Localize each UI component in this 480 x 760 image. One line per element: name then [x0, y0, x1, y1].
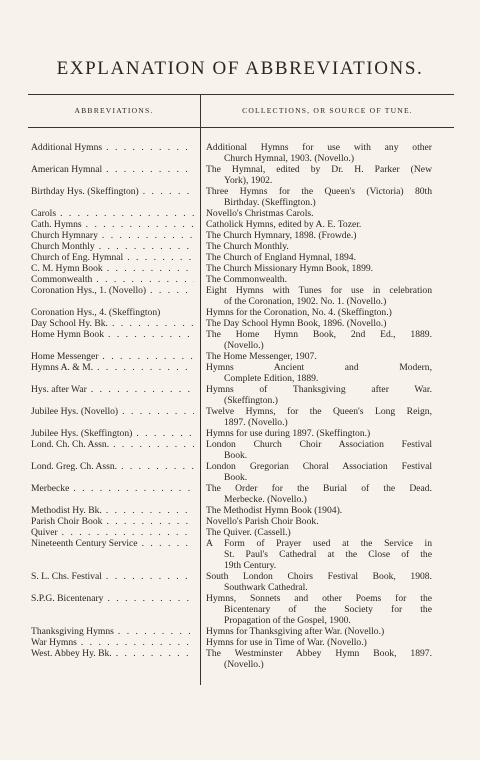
- collection-line: 19th Century.: [224, 559, 277, 571]
- collection-line: Church Hymnal, 1903. (Novello.): [224, 152, 355, 164]
- collection-cell: [206, 539, 432, 572]
- abbreviation-cell: [31, 594, 194, 605]
- abbreviation-text: Lond. Ch. Ch. Assn.: [31, 440, 110, 450]
- abbreviation-cell: [31, 528, 194, 539]
- abbreviation-text: Merbecke: [31, 484, 70, 494]
- collection-line: Eight Hymns with Tunes for use in celebration: [206, 285, 432, 296]
- abbreviation-text: Church of Eng. Hymnal: [31, 253, 124, 263]
- abbreviation-cell: [31, 165, 194, 176]
- abbreviation-text: Cath. Hymns: [31, 220, 82, 230]
- abbreviation-cell: [31, 440, 194, 451]
- abbreviation-cell: [31, 308, 194, 319]
- abbreviation-text: Birthday Hys. (Skeffington): [31, 187, 139, 197]
- collection-line: Book.: [224, 449, 248, 461]
- collection-line: Hymns for the Coronation, No. 4. (Skeffington.): [206, 307, 392, 318]
- collection-cell: [206, 143, 432, 165]
- collection-cell: [206, 484, 432, 506]
- collection-line: Additional Hymns for use with any other: [206, 142, 432, 153]
- collection-line: (Skeffington.): [224, 394, 278, 406]
- collection-line: Birthday. (Skeffington.): [224, 196, 316, 208]
- collection-line: South London Choirs Festival Book, 1908.: [206, 571, 432, 582]
- collection-cell: [206, 649, 432, 671]
- top-rule: [28, 94, 454, 95]
- abbreviation-cell: [31, 638, 194, 649]
- abbreviation-text: Coronation Hys., 1. (Novello): [31, 286, 147, 296]
- abbreviation-cell: [31, 319, 194, 330]
- collection-line: The Quiver. (Cassell.): [206, 527, 291, 538]
- column-divider: [200, 95, 201, 685]
- collection-line: Southwark Cathedral.: [224, 581, 308, 593]
- collection-line: The Church of England Hymnal, 1894.: [206, 252, 357, 263]
- collection-line: Hymns, Sonnets and other Poems for the: [206, 593, 432, 604]
- collection-line: Hymns of Thanksgiving after War.: [206, 384, 432, 395]
- abbreviation-cell: [31, 627, 194, 638]
- collection-cell: [206, 165, 432, 187]
- collection-line: The Church Monthly.: [206, 241, 289, 252]
- collection-line: Novello's Parish Choir Book.: [206, 516, 319, 527]
- abbreviation-text: Methodist Hy. Bk.: [31, 506, 102, 516]
- abbreviation-text: Hymns A. & M.: [31, 363, 94, 373]
- collection-line: The Methodist Hymn Book (1904).: [206, 505, 343, 516]
- abbreviation-cell: [31, 242, 194, 253]
- collection-line: The Church Missionary Hymn Book, 1899.: [206, 263, 374, 274]
- collection-cell: [206, 407, 432, 429]
- collection-cell: [206, 187, 432, 209]
- collection-line: Novello's Christmas Carols.: [206, 208, 314, 219]
- abbreviation-cell: [31, 209, 194, 220]
- abbreviation-cell: [31, 275, 194, 286]
- abbreviation-cell: [31, 462, 194, 473]
- collection-line: The Day School Hymn Book, 1896. (Novello.): [206, 318, 387, 329]
- collection-line: Hymns Ancient and Modern,: [206, 362, 432, 373]
- abbreviation-text: S.P.G. Bicentenary: [31, 594, 104, 604]
- collection-line: London Church Choir Association Festival: [206, 439, 432, 450]
- abbreviation-text: Additional Hymns: [31, 143, 103, 153]
- collection-line: Merbecke. (Novello.): [224, 493, 307, 505]
- collection-cell: [206, 594, 432, 627]
- abbreviation-text: War Hymns: [31, 638, 77, 648]
- abbreviation-text: Home Hymn Book: [31, 330, 105, 340]
- abbreviation-text: Thanksgiving Hymns: [31, 627, 114, 637]
- collection-line: York), 1902.: [224, 174, 273, 186]
- collection-line: of the Coronation, 1902. No. 1. (Novello.): [224, 295, 387, 307]
- collection-line: Hymns for use during 1897. (Skeffington.): [206, 428, 371, 439]
- abbreviation-cell: [31, 429, 194, 440]
- collection-cell: [206, 572, 432, 594]
- collection-cell: [206, 330, 432, 352]
- abbreviation-cell: [31, 484, 194, 495]
- abbreviation-cell: [31, 385, 194, 396]
- abbreviation-cell: [31, 187, 194, 198]
- page-title: EXPLANATION OF ABBREVIATIONS.: [56, 58, 424, 79]
- collection-line: The Home Messenger, 1907.: [206, 351, 317, 362]
- collection-line: Hymns for Thanksgiving after War. (Novello.): [206, 626, 385, 637]
- abbreviation-cell: [31, 572, 194, 583]
- abbreviation-text: Church Hymnary: [31, 231, 98, 241]
- abbreviation-text: Lond. Greg. Ch. Assn.: [31, 462, 118, 472]
- collection-line: The Commonwealth.: [206, 274, 287, 285]
- collections-column-header: COLLECTIONS, OR SOURCE OF TUNE.: [242, 106, 413, 115]
- abbreviation-text: C. M. Hymn Book: [31, 264, 103, 274]
- collection-line: St. Paul's Cathedral at the Close of the: [224, 548, 432, 560]
- abbreviation-cell: [31, 517, 194, 528]
- collection-line: The Hymnal, edited by Dr. H. Parker (New: [206, 164, 432, 175]
- abbreviation-cell: [31, 143, 194, 154]
- collection-cell: [206, 286, 432, 308]
- abbreviation-cell: [31, 363, 194, 374]
- collection-line: Catholick Hymns, edited by A. E. Tozer.: [206, 219, 362, 230]
- abbreviation-cell: [31, 286, 194, 297]
- collection-line: Bicentenary of the Society for the: [224, 603, 432, 615]
- abbreviation-text: Church Monthly: [31, 242, 95, 252]
- abbreviation-cell: [31, 253, 194, 264]
- abbreviation-cell: [31, 506, 194, 517]
- collection-cell: [206, 440, 432, 462]
- collection-cell: [206, 462, 432, 484]
- abbreviation-cell: [31, 407, 194, 418]
- abbreviation-cell: [31, 231, 194, 242]
- collection-line: The Church Hymnary, 1898. (Frowde.): [206, 230, 357, 241]
- collection-line: Book.: [224, 471, 248, 483]
- collection-cell: [206, 385, 432, 407]
- abbreviation-cell: [31, 649, 194, 660]
- collection-line: A Form of Prayer used at the Service in: [206, 538, 432, 549]
- collection-line: London Gregorian Choral Association Festival: [206, 461, 432, 472]
- abbreviation-text: American Hymnal: [31, 165, 103, 175]
- abbreviation-text: Nineteenth Century Service: [31, 539, 138, 549]
- collection-line: Complete Edition, 1889.: [224, 372, 319, 384]
- collection-line: Three Hymns for the Queen's (Victoria) 80th: [206, 186, 432, 197]
- abbreviation-text: Quiver: [31, 528, 58, 538]
- abbreviation-text: Coronation Hys., 4. (Skeffington): [31, 308, 161, 318]
- abbreviation-text: Carols: [31, 209, 57, 219]
- abbreviation-cell: [31, 539, 194, 550]
- abbreviation-text: Commonwealth: [31, 275, 93, 285]
- abbreviation-cell: [31, 352, 194, 363]
- abbreviation-text: Jubilee Hys. (Novello): [31, 407, 119, 417]
- collection-line: (Novello.): [224, 658, 264, 670]
- abbreviation-text: Day School Hy. Bk.: [31, 319, 108, 329]
- collection-line: The Home Hymn Book, 2nd Ed., 1889.: [206, 329, 432, 340]
- header-rule: [28, 127, 454, 128]
- collection-line: The Westminster Abbey Hymn Book, 1897.: [206, 648, 432, 659]
- abbreviation-text: S. L. Chs. Festival: [31, 572, 102, 582]
- collection-line: 1897. (Novello.): [224, 416, 288, 428]
- collection-line: Twelve Hymns, for the Queen's Long Reign,: [206, 406, 432, 417]
- abbreviation-text: West. Abbey Hy. Bk.: [31, 649, 112, 659]
- abbreviation-text: Parish Choir Book: [31, 517, 103, 527]
- abbreviation-text: Jubilee Hys. (Skeffington): [31, 429, 133, 439]
- collection-line: The Order for the Burial of the Dead.: [206, 483, 432, 494]
- collection-line: Propagation of the Gospel, 1900.: [224, 614, 351, 626]
- abbreviation-cell: [31, 220, 194, 231]
- collection-cell: [206, 363, 432, 385]
- abbreviation-cell: [31, 330, 194, 341]
- abbreviation-text: Hys. after War: [31, 385, 87, 395]
- collection-line: Hymns for use in Time of War. (Novello.): [206, 637, 367, 648]
- abbreviations-column-header: ABBREVIATIONS.: [74, 106, 154, 115]
- abbreviation-text: Home Messenger: [31, 352, 99, 362]
- collection-line: (Novello.): [224, 339, 264, 351]
- abbreviation-cell: [31, 264, 194, 275]
